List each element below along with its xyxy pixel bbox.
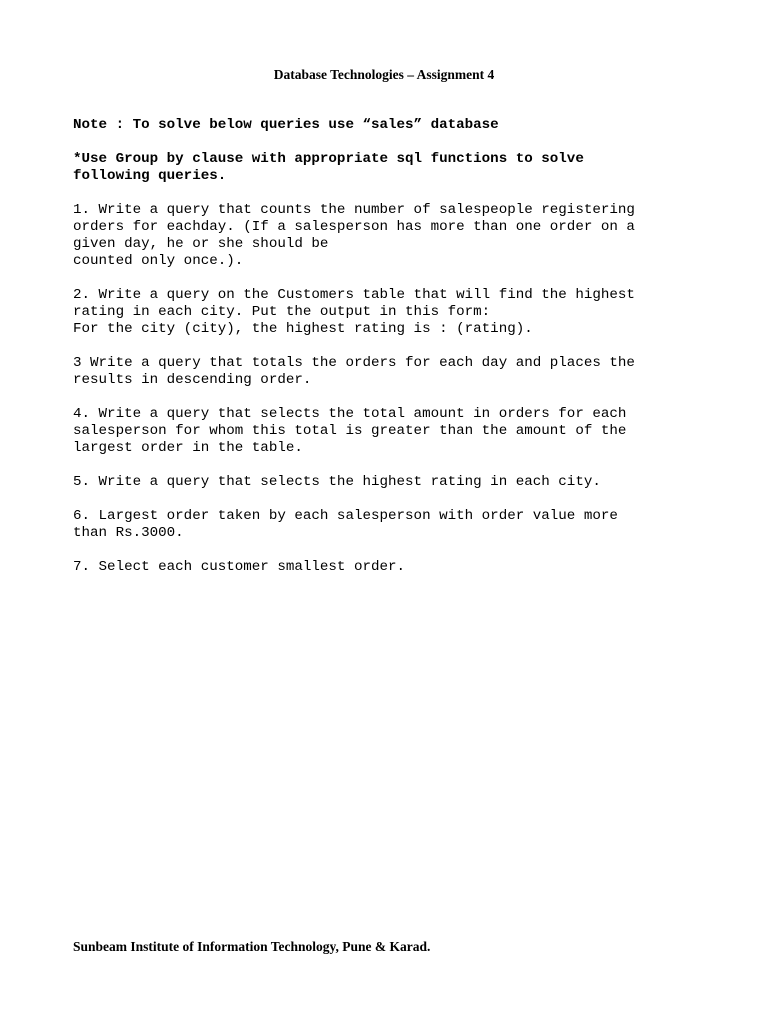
page-footer: Sunbeam Institute of Information Technology, Pune & Karad. [73,939,431,954]
question-line: given day, he or she should be [73,236,329,252]
question-line: orders for eachday. (If a salesperson has more than one order on a [73,219,635,235]
question-line: results in descending order. [73,372,312,388]
question-line: salesperson for whom this total is greater than the amount of the [73,423,627,439]
question-line: 1. Write a query that counts the number of salespeople registering [73,202,635,218]
question-6 [73,508,713,542]
question-2 [73,287,713,338]
question-line: rating in each city. Put the output in this form: [73,304,491,320]
question-line: counted only once.). [73,253,244,269]
question-line: 7. Select each customer smallest order. [73,559,406,575]
instruction-line: *Use Group by clause with appropriate sql functions to solve [73,151,584,167]
page-title: Database Technologies – Assignment 4 [273,67,495,82]
question-line: 6. Largest order taken by each salesperson with order value more [73,508,618,524]
assignment-body [73,117,713,593]
question-5 [73,474,713,491]
question-3 [73,355,713,389]
question-7 [73,559,713,576]
question-line: 5. Write a query that selects the highest rating in each city. [73,474,601,490]
instruction-line: following queries. [73,168,227,184]
question-line: 3 Write a query that totals the orders for each day and places the [73,355,635,371]
note-text: Note : To solve below queries use “sales” database [73,117,499,133]
instruction-text [73,151,713,185]
question-line: largest order in the table. [73,440,303,456]
question-4 [73,406,713,457]
question-line: 2. Write a query on the Customers table that will find the highest [73,287,635,303]
question-1 [73,202,713,270]
question-line: than Rs.3000. [73,525,184,541]
question-line: For the city (city), the highest rating is : (rating). [73,321,533,337]
question-line: 4. Write a query that selects the total amount in orders for each [73,406,627,422]
